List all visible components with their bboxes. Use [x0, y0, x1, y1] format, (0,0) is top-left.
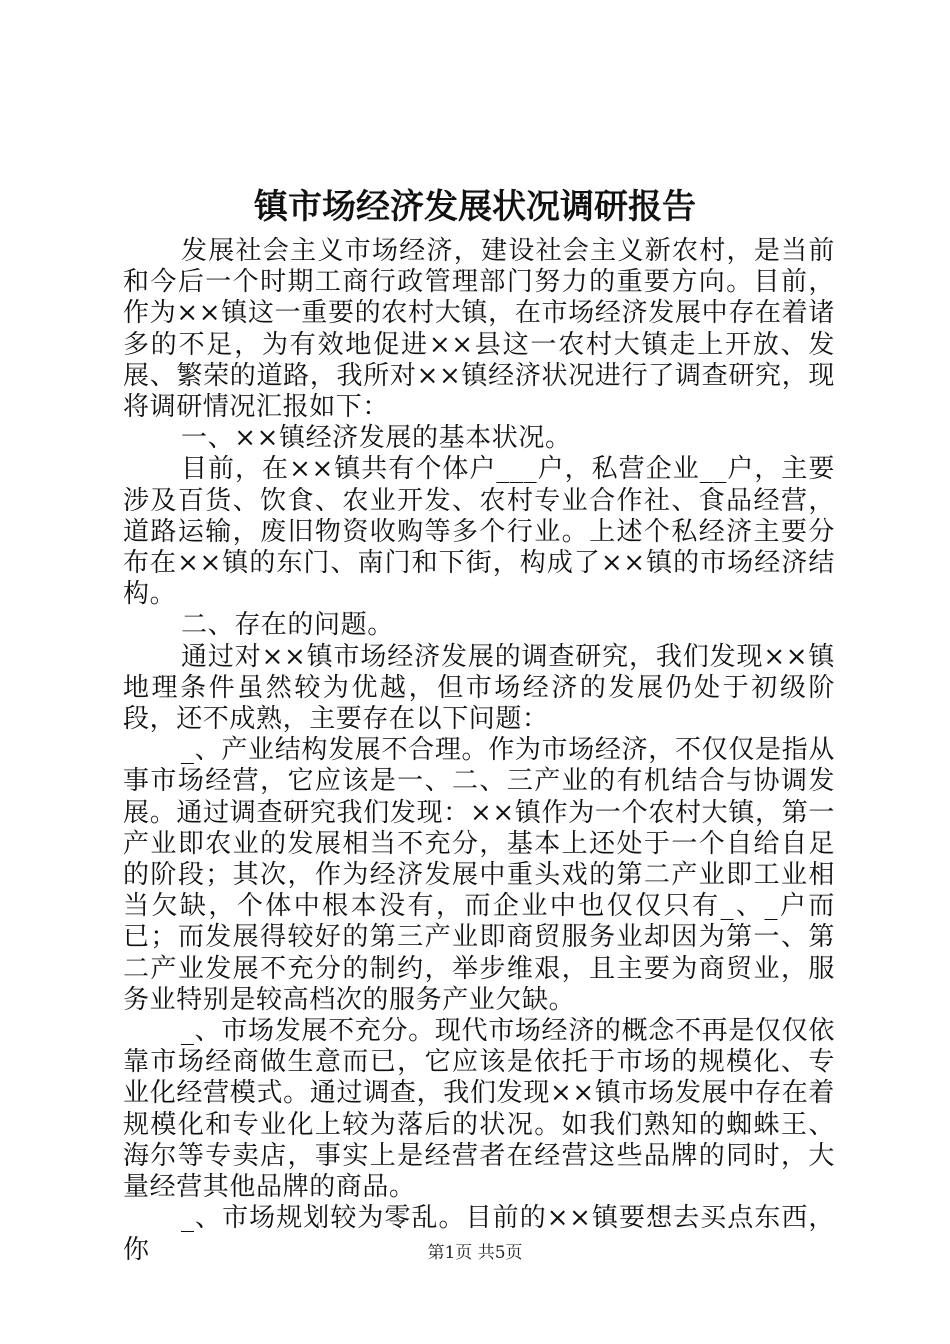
paragraph-basic-status: 目前，在××镇共有个体户___户，私营企业__户，主要涉及百货、饮食、农业开发、农村专业合作社、食品经营，道路运输，废旧物资收购等多个行业。上述个私经济主要分布在××镇的东门、南门和下街，构成了××镇的市场经济结构。 — [123, 454, 835, 610]
heading-basic-status: 一、××镇经济发展的基本状况。 — [181, 423, 572, 454]
paragraph-problems-intro: 通过对××镇市场经济发展的调查研究，我们发现××镇地理条件虽然较为优越，但市场经济的发展仍处于初级阶段，还不成熟，主要存在以下问题： — [123, 641, 835, 735]
page-number: 第1页 共5页 — [427, 1243, 523, 1263]
paragraph-market-planning: _、市场规划较为零乱。目前的××镇要想去买点东西，你 — [123, 1203, 835, 1265]
document-title: 镇市场经济发展状况调研报告 — [254, 187, 696, 227]
paragraph-intro: 发展社会主义市场经济，建设社会主义新农村，是当前和今后一个时期工商行政管理部门努力的重要方向。目前，作为××镇这一重要的农村大镇，在市场经济发展中存在着诸多的不足，为有效地促进××县这一农村大镇走上开放、发展、繁荣的道路，我所对××镇经济状况进行了调查研究，现将调研情况汇报如下： — [123, 236, 835, 423]
paragraph-industry-structure: _、产业结构发展不合理。作为市场经济，不仅仅是指从事市场经营，它应该是一、二、三产业的有机结合与协调发展。通过调查研究我们发现：××镇作为一个农村大镇，第一产业即农业的发展相当不充分，基本上还处于一个自给自足的阶段；其次，作为经济发展中重头戏的第二产业即工业相当欠缺，个体中根本没有，而企业中也仅仅只有_、_户而已；而发展得较好的第三产业即商贸服务业却因为第一、第二产业发展不充分的制约，举步维艰，且主要为商贸业，服务业特别是较高档次的服务产业欠缺。 — [123, 735, 835, 1015]
document-body — [123, 236, 835, 1266]
heading-problems: 二、存在的问题。 — [181, 610, 394, 641]
paragraph-market-development: _、市场发展不充分。现代市场经济的概念不再是仅仅依靠市场经商做生意而已，它应该是依托于市场的规模化、专业化经营模式。通过调查，我们发现××镇市场发展中存在着规模化和专业化上较为落后的状况。如我们熟知的蜘蛛王、海尔等专卖店，事实上是经营者在经营这些品牌的同时，大量经营其他品牌的商品。 — [123, 1016, 835, 1203]
